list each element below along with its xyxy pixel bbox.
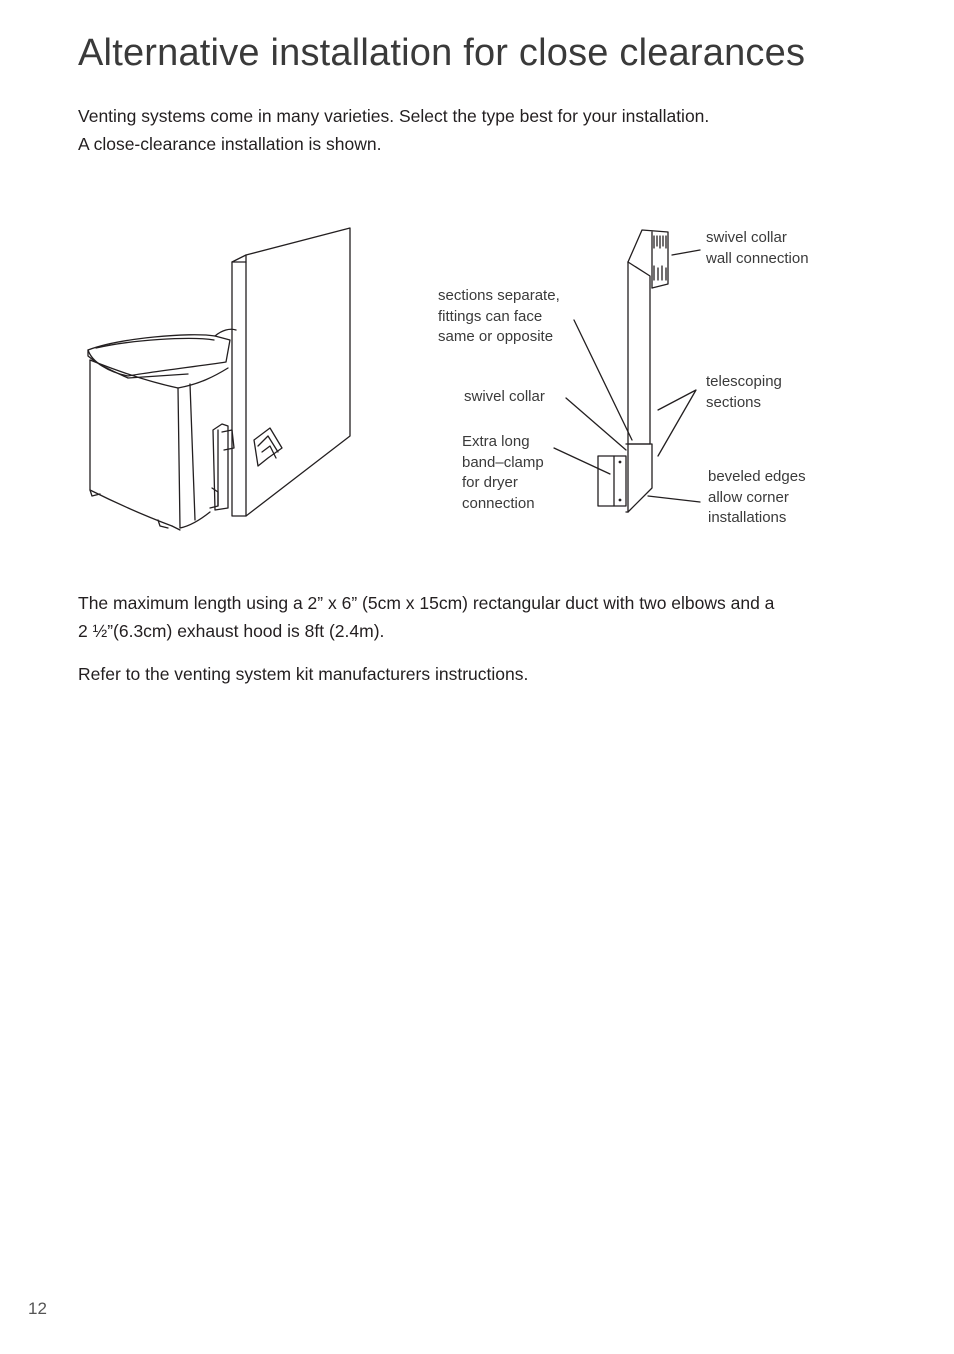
- label-line: sections separate,: [438, 287, 560, 304]
- refer-paragraph: Refer to the venting system kit manufacturers instructions.: [78, 664, 529, 684]
- duct-drawing: [554, 230, 700, 512]
- label-line: for dryer: [462, 474, 518, 491]
- dryer-drawing: [88, 329, 236, 530]
- label-line: swivel collar: [706, 229, 787, 246]
- page-number: 12: [28, 1299, 47, 1318]
- intro-line-2: A close-clearance installation is shown.: [78, 134, 382, 154]
- label-line: band–clamp: [462, 453, 544, 471]
- wall-panel-drawing: [232, 228, 350, 516]
- intro-line-1: Venting systems come in many varieties. Select the type best for your installation.: [78, 106, 710, 126]
- label-line: connection: [462, 494, 535, 512]
- label-line: telescoping: [706, 373, 782, 390]
- max-length-line-2: 2 ½”(6.3cm) exhaust hood is 8ft (2.4m).: [78, 621, 385, 641]
- label-line: swivel collar: [464, 388, 545, 405]
- label-line: wall connection: [706, 249, 809, 267]
- label-line: same or opposite: [438, 328, 554, 345]
- label-line: sections: [706, 393, 762, 411]
- label-swivel-collar-wall-connection: [706, 228, 809, 269]
- label-telescoping-sections: [706, 372, 782, 413]
- label-swivel-collar: [464, 387, 545, 408]
- label-band-clamp: [462, 432, 544, 514]
- page-title: Alternative installation for close clearances: [78, 32, 806, 74]
- max-length-line-1: The maximum length using a 2” x 6” (5cm x 15cm) rectangular duct with two elbows and a: [78, 593, 775, 613]
- label-line: beveled edges: [708, 468, 806, 485]
- label-beveled-edges: [708, 467, 806, 529]
- label-sections-separate: [438, 286, 560, 348]
- label-line: fittings can face: [438, 307, 543, 325]
- label-line: allow corner: [708, 488, 789, 506]
- max-length-paragraph: [78, 589, 878, 645]
- label-line: installations: [708, 509, 787, 526]
- label-line: Extra long: [462, 433, 530, 450]
